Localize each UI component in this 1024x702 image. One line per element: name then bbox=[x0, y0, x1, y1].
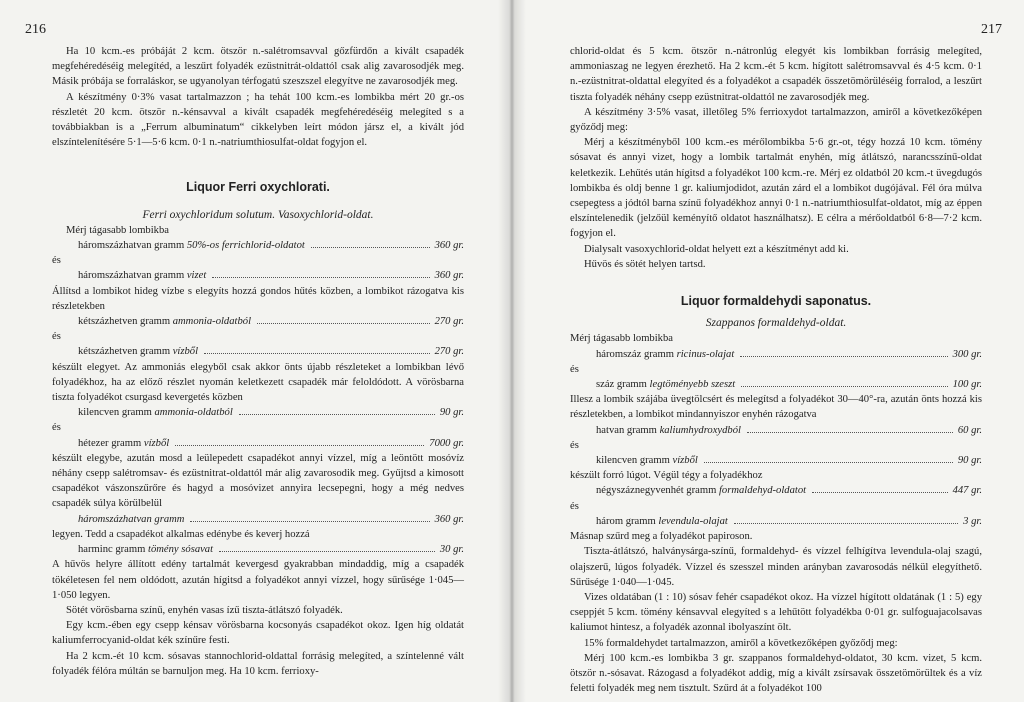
ingredient-line: kétszázhetven gramm ammonia-oldatból 270 gr. bbox=[52, 314, 464, 329]
ingredient-amount: 3 gr. bbox=[963, 515, 982, 527]
conjunction: és bbox=[570, 363, 579, 375]
ingredient-line: hétezer gramm vízből 7000 gr. bbox=[52, 436, 464, 451]
ingredient-line: háromszáz gramm ricinus-olajat 300 gr. bbox=[570, 347, 982, 362]
ingredient-amount: 360 gr. bbox=[434, 240, 464, 252]
paragraph: Vizes oldatában (1 : 10) sósav fehér csapadékot okoz. Ha vízzel hígított oldatának (1 : 5) egy cseppjét 5 kcm. tömény kénsavval elegyíted s a lehűtött folyadékba 0·01 gr. sulfoguajacolsavas kaliumot hintesz, a folyadék azonnal ibolyaszínt ölt. bbox=[570, 591, 982, 634]
ingredient-amount: 360 gr. bbox=[434, 270, 464, 282]
ingredient-line: négyszáznegyvenhét gramm formaldehyd-oldatot 447 gr. bbox=[570, 483, 982, 498]
ingredient-line: kilencven gramm ammonia-oldatból 90 gr. bbox=[52, 405, 464, 420]
paragraph: chlorid-oldat és 5 kcm. ötször n.-nátronlúg elegyét kis lombikban forrásig melegíted, ammoniaszag ne legyen érezhető. Ha 2 kcm.-ét 5 kcm. hígított salétromsavval és 4·5 kcm. 0·1 n.-ezüstnitrat-oldattal elegyíted és a folyadékot a csapadék összetömörüléséig forralod, a leszűrt tiszta folyadék néhány csepp ezüstnitrat-oldattól ne zavarosodjék meg. bbox=[570, 46, 982, 103]
paragraph: A készítmény 3·5% vasat, illetőleg 5% ferrioxydot tartalmazzon, amiről a következőképen győződj meg: bbox=[570, 106, 982, 134]
left-page-text bbox=[52, 44, 464, 679]
conjunction: és bbox=[52, 255, 61, 267]
paragraph: készült elegybe, azután mosd a leülepedett csapadékot annyi vízzel, míg a leöntött mosóvíz néhány csepp salétromsav- és ezüstnitrat-oldattól már alig zavarosodik meg. Gyűjtsd a kimosott csapadékot vászonszűrőre és hagyd a mosóvizet annyira lecsepegni, hogy a még nedves csapadék súlya körülbelül bbox=[52, 452, 464, 510]
ingredient-amount: 300 gr. bbox=[952, 348, 982, 360]
ingredient-amount: 60 gr. bbox=[957, 424, 982, 436]
ingredient-amount: 270 gr. bbox=[434, 316, 464, 328]
paragraph: készült forró lúgot. Végül tégy a folyadékhoz bbox=[570, 470, 763, 482]
ingredient-amount: 100 gr. bbox=[952, 379, 982, 391]
page-number: 217 bbox=[981, 22, 1002, 37]
ingredient-amount: 90 gr. bbox=[957, 455, 982, 467]
ingredient-amount: 90 gr. bbox=[439, 407, 464, 419]
section-subheading: Ferri oxychloridum solutum. Vasoxychlorid-oldat. bbox=[142, 208, 374, 221]
paragraph: Állítsd a lombikot hideg vízbe s elegyíts hozzá gondos hűtés közben, a lombikot rázogatva kis részletekben bbox=[52, 285, 464, 312]
paragraph: készült elegyet. Az ammoniás elegyből csak akkor önts újabb részleteket a lombikban lévő folyadékhoz, ha az előző részlet nyomán keletkezett csapadék már feloldódott. A vörösbarna tiszta folyadékot csurgasd kevergetés közben bbox=[52, 361, 464, 404]
section-heading: Liquor Ferri oxychlorati. bbox=[186, 180, 330, 195]
page-number: 216 bbox=[25, 22, 46, 37]
paragraph: legyen. Tedd a csapadékot alkalmas edénybe és keverj hozzá bbox=[52, 528, 310, 540]
paragraph: Egy kcm.-ében egy csepp kénsav vörösbarna kocsonyás csapadékot okoz. Igen híg oldatát kaliumferrocyanid-oldat kék színűre festi. bbox=[52, 620, 464, 647]
paragraph: A készítmény 0·3% vasat tartalmazzon ; ha tehát 100 kcm.-es lombikba mért 20 gr.-os részletét 20 kcm. ötször n.-kénsavval a kivált csapadék megfehéredéséig melegíted s a továbbiakban is a „Ferrum albuminatum“ cikkelyben leírt módon jársz el, a kivált jód elszíntelenítésére 5·1—5·6 kcm. 0·1 n.-natriumthiosulfat-oldat fogyjon el. bbox=[52, 91, 464, 149]
ingredient-line: három gramm levendula-olajat 3 gr. bbox=[570, 514, 982, 529]
ingredient-line: háromszázhatvan gramm 360 gr. bbox=[52, 512, 464, 527]
right-page bbox=[512, 0, 1024, 702]
ingredient-amount: 30 gr. bbox=[439, 544, 464, 556]
paragraph: Ha 10 kcm.-es próbáját 2 kcm. ötször n.-salétromsavval gőzfürdőn a kivált csapadék megfehéredéséig melegítéd, a leszűrt folyadék ezüstnitrát-oldattól csak alig zavarosodjék meg. Másik próbája se forraláskor, se ugyanolyan térfogatú szeszszel elegyítve ne zavarosodjék meg. bbox=[52, 46, 464, 88]
section-heading: Liquor formaldehydi saponatus. bbox=[680, 294, 872, 309]
ingredient-line: kétszázhetven gramm vízből 270 gr. bbox=[52, 344, 464, 359]
conjunction: és bbox=[52, 422, 61, 434]
ingredient-line: kilencven gramm vízből 90 gr. bbox=[570, 453, 982, 468]
paragraph: Sötét vörösbarna színű, enyhén vasas ízű tiszta-átlátszó folyadék. bbox=[66, 604, 343, 616]
section-subheading: Szappanos formaldehyd-oldat. bbox=[705, 317, 847, 330]
ingredient-amount: 270 gr. bbox=[434, 346, 464, 358]
paragraph: Mérj a készítményből 100 kcm.-es mérőlombikba 5·6 gr.-ot, tégy hozzá 10 kcm. tömény sósavat és annyi vizet, hogy a lombik tartalmát enyhén, míg átlátszó, narancsszínű-oldat keletkezik. Lehűtés után hígitsd a folyadékot 100 kcm.-re. Mérj ez oldatból 20 kcm.-t üvegdugós lombikba és oldj benne 1 gr. kaliumjodidot, azután zárd el a lombikot dugójával. Fél óra múlva csepegtess a jódtól barna színű folyadékhoz annyi 0·1 n.-natriumthiosulfat-oldatot, míg az éppen elszíntelenedik (jelzőül keményítő oldatot használhatsz). E célra a mérőoldatból 6·8—7·2 kcm. fogyjon el. bbox=[570, 137, 982, 240]
paragraph: A hűvös helyre állított edény tartalmát kevergesd gyakrabban mindaddig, míg a csapadék tökéletesen fel nem oldódott, azután hígitsd a folyadékot annyi vízzel, hogy sűrűsége 1·045—1·050 legyen. bbox=[52, 559, 464, 601]
paragraph: Mérj 100 kcm.-es lombikba 3 gr. szappanos formaldehyd-oldatot, 30 kcm. vizet, 5 kcm. ötször n.-sósavat. Rázogasd a folyadékot addig, míg a kivált zsírsavak összetömörültek és a víz feletti folyadék meg nem tisztult. Szűrd át a folyadékot 100 bbox=[570, 652, 982, 695]
ingredient-line: háromszázhatvan gramm vizet 360 gr. bbox=[52, 268, 464, 283]
right-page-text bbox=[570, 44, 982, 696]
paragraph: Hűvös és sötét helyen tartsd. bbox=[584, 258, 706, 270]
paragraph: Dialysalt vasoxychlorid-oldat helyett ezt a készítményt add ki. bbox=[584, 243, 849, 255]
paragraph: Ha 2 kcm.-ét 10 kcm. sósavas stannochlorid-oldattal forrásig melegíted, a színtelenné vált folyadék félóra múltán se barnuljon meg. Ha 10 kcm. ferrioxy- bbox=[52, 650, 464, 677]
ingredient-line: száz gramm legtöményebb szeszt 100 gr. bbox=[570, 377, 982, 392]
conjunction: és bbox=[570, 439, 579, 451]
ingredient-line: hatvan gramm kaliumhydroxydból 60 gr. bbox=[570, 423, 982, 438]
ingredient-amount: 360 gr. bbox=[434, 513, 464, 525]
paragraph: 15% formaldehydet tartalmazzon, amiről a következőképen győződj meg: bbox=[584, 637, 898, 649]
book-gutter bbox=[498, 0, 526, 702]
ingredient-amount: 447 gr. bbox=[952, 485, 982, 497]
paragraph: Másnap szűrd meg a folyadékot papiroson. bbox=[570, 531, 753, 543]
ingredient-line: háromszázhatvan gramm 50%-os ferrichlorid-oldatot 360 gr. bbox=[52, 238, 464, 253]
ingredient-line: harminc gramm tömény sósavat 30 gr. bbox=[52, 542, 464, 557]
paragraph: Mérj tágasabb lombikba bbox=[66, 224, 169, 236]
paragraph: Mérj tágasabb lombikba bbox=[570, 333, 673, 345]
conjunction: és bbox=[52, 331, 61, 343]
ingredient-amount: 7000 gr. bbox=[429, 437, 464, 449]
paragraph: Illesz a lombik szájába üvegtölcsért és melegítsd a folyadékot 30—40°-ra, azután önts hozzá kis részletekben, a lombikot mindannyiszor enyhén rázogatva bbox=[570, 394, 982, 421]
paragraph: Tiszta-átlátszó, halványsárga-színű, formaldehyd- és vízzel felhígítva levendula-olaj szagú, olajszerű, lúgos folyadék. Vízzel és szesszel minden arányban zavarosodás nélkül elegyíthető. Sűrűsége 1·040—1·045. bbox=[570, 546, 982, 588]
conjunction: és bbox=[570, 500, 579, 512]
